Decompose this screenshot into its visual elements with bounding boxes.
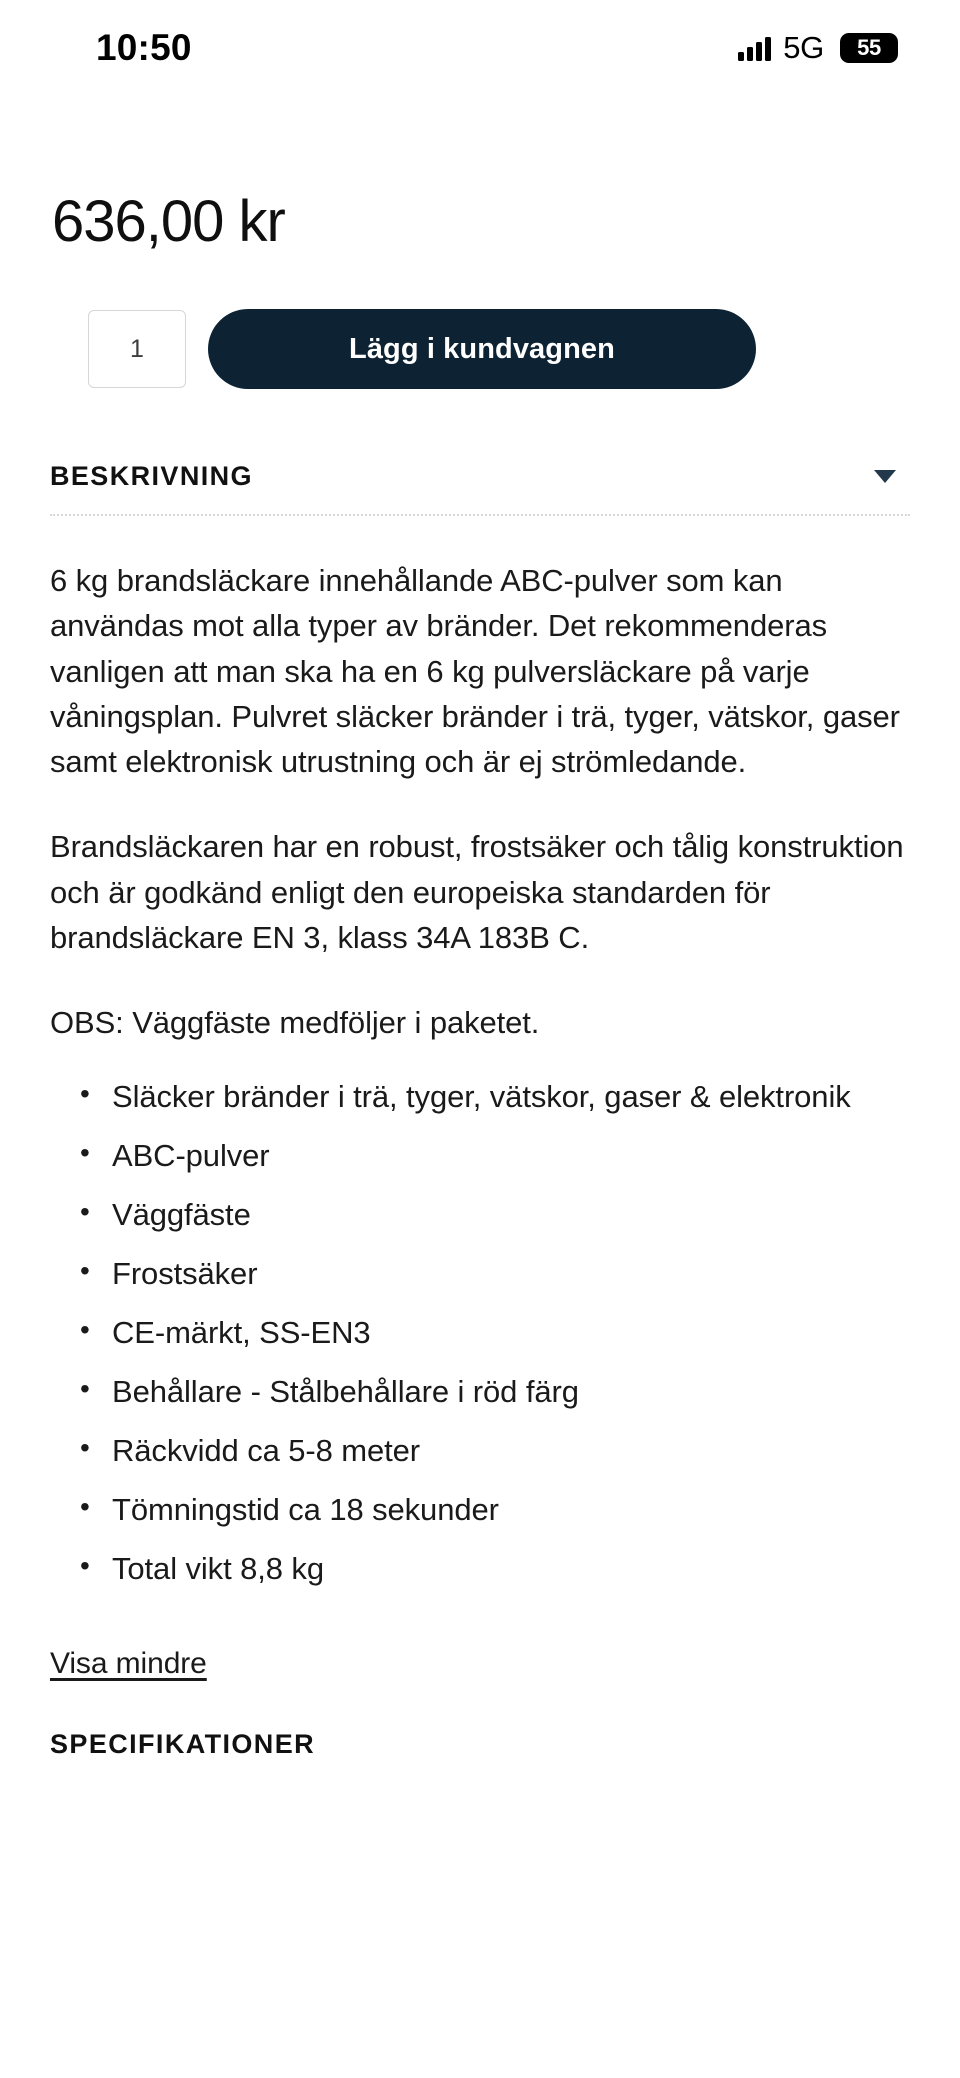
list-item: • Släcker bränder i trä, tyger, vätskor, gaser & elektronik [112,1075,910,1120]
list-item: • Total vikt 8,8 kg [112,1547,910,1592]
description-accordion-header[interactable] [50,461,910,516]
product-detail-content [0,188,960,1760]
list-item: • Väggfäste [112,1193,910,1238]
description-paragraph: Brandsläckaren har en robust, frostsäker och tålig konstruktion och är godkänd enligt den europeiska standarden för brandsläckare EN 3, klass 34A 183B C. [50,829,904,955]
description-body [50,558,910,1685]
battery-percent-label: 55 [857,35,881,60]
list-item: • Räckvidd ca 5-8 meter [112,1429,910,1474]
description-paragraph: 6 kg brandsläckare innehållande ABC-pulver som kan användas mot alla typer av bränder. Det rekommenderas vanligen att man ska ha en 6 kg pulversläckare på varje våningsplan. Pulvret släcker bränder i trä, tyger, vätskor, gaser samt elektronisk utrustning och är ej strömledande. [50,563,900,779]
add-to-cart-button[interactable]: Lägg i kundvagnen [208,309,756,389]
list-item: • ABC-pulver [112,1134,910,1179]
list-item: • Behållare - Stålbehållare i röd färg [112,1370,910,1415]
show-less-link[interactable]: Visa mindre [50,1646,207,1680]
chevron-down-icon[interactable] [874,470,896,483]
status-bar-time: 10:50 [96,27,192,68]
product-price: 636,00 kr [52,189,285,254]
network-type-label: 5G [783,30,824,65]
list-item: • CE-märkt, SS-EN3 [112,1311,910,1356]
cellular-signal-icon [738,35,771,61]
feature-list [50,1075,910,1591]
battery-icon [840,33,901,63]
purchase-controls [50,309,910,389]
description-paragraph: OBS: Väggfäste medföljer i paketet. [50,1005,540,1040]
status-bar-indicators [738,30,901,66]
description-accordion-title: BESKRIVNING [50,461,253,491]
status-bar [0,0,960,96]
specifications-accordion-title[interactable]: SPECIFIKATIONER [50,1729,316,1760]
list-item: • Tömningstid ca 18 sekunder [112,1488,910,1533]
battery-icon-overlay: 5 [876,33,912,63]
list-item: • Frostsäker [112,1252,910,1297]
quantity-input[interactable]: 1 [88,310,186,388]
